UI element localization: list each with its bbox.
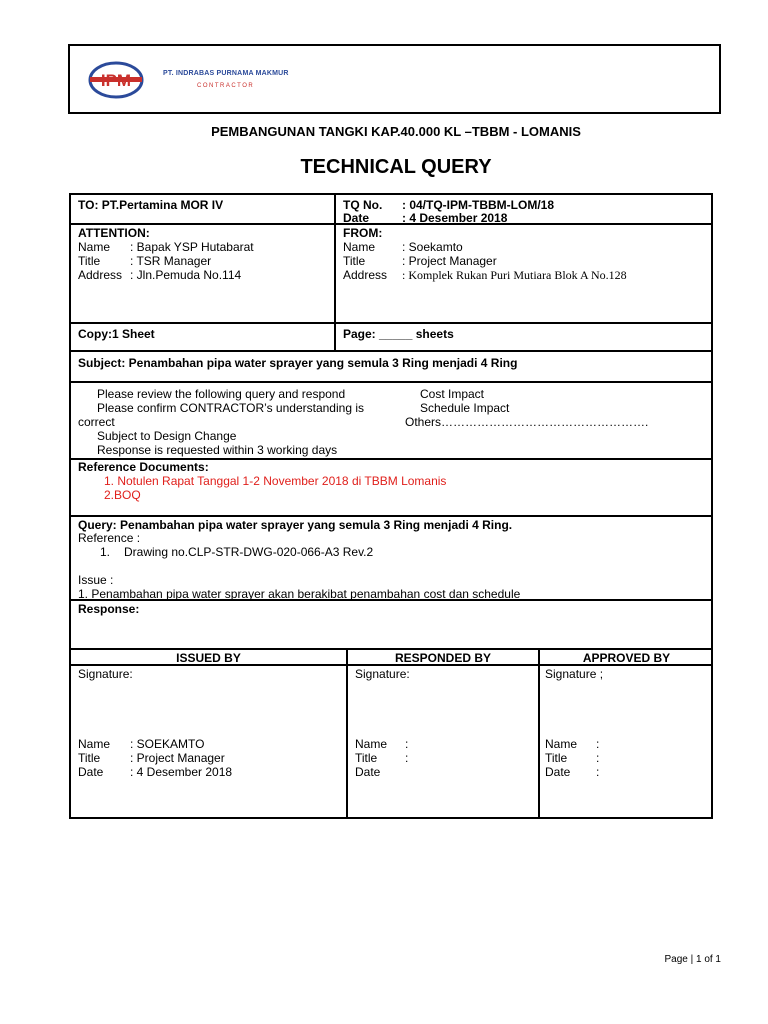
- attention-title-label: Title: [78, 254, 101, 268]
- attention-name-label: Name: [78, 240, 111, 254]
- from-address-value: : Komplek Rukan Puri Mutiara Blok A No.128: [402, 268, 627, 282]
- issued-date-label: Date: [78, 765, 104, 779]
- responded-by-heading: RESPONDED BY: [394, 651, 492, 665]
- copy-count: Copy:1 Sheet: [78, 327, 155, 341]
- from-title-label: Title: [343, 254, 366, 268]
- issued-name-value: : SOEKAMTO: [130, 737, 205, 751]
- document-title: TECHNICAL QUERY: [300, 156, 492, 178]
- to-recipient: TO: PT.Pertamina MOR IV: [78, 198, 224, 212]
- approved-date-label: Date: [545, 765, 571, 779]
- approved-by-heading: APPROVED BY: [582, 651, 671, 665]
- attention-address-value: : Jln.Pemuda No.114: [130, 268, 242, 282]
- issued-name-label: Name: [78, 737, 111, 751]
- company-logo: [86, 60, 148, 100]
- responded-name-label: Name: [355, 737, 388, 751]
- issued-by-heading: ISSUED BY: [176, 651, 241, 665]
- reference-docs-heading: Reference Documents:: [78, 460, 209, 474]
- attention-name-value: : Bapak YSP Hutabarat: [130, 240, 254, 254]
- option-schedule-impact: Schedule Impact: [420, 401, 510, 415]
- page-footer: Page | 1 of 1: [664, 954, 721, 965]
- issued-title-value: : Project Manager: [130, 751, 225, 765]
- logo-text: IPM: [100, 71, 132, 90]
- approved-title-label: Title: [545, 751, 568, 765]
- divider: [71, 515, 711, 517]
- tq-label: TQ No.: [343, 198, 383, 212]
- project-title: PEMBANGUNAN TANGKI KAP.40.000 KL –TBBM - LOMANIS: [211, 124, 581, 139]
- approved-name-value: :: [596, 737, 600, 751]
- option-design-change: Subject to Design Change: [97, 429, 237, 443]
- company-name: PT. INDRABAS PURNAMA MAKMUR: [163, 70, 289, 77]
- option-cost-impact: Cost Impact: [420, 387, 485, 401]
- response-label: Response:: [78, 602, 140, 616]
- query-heading: Query: Penambahan pipa water sprayer yang semula 3 Ring menjadi 4 Ring.: [78, 518, 513, 532]
- page-count: Page: _____ sheets: [343, 327, 454, 341]
- responded-title-value: :: [405, 751, 409, 765]
- subject: Subject: Penambahan pipa water sprayer yang semula 3 Ring menjadi 4 Ring: [78, 356, 518, 370]
- column-divider: [538, 648, 540, 819]
- query-reference-number: 1.: [100, 545, 111, 559]
- query-reference-item: Drawing no.CLP-STR-DWG-020-066-A3 Rev.2: [124, 545, 374, 559]
- company-header: [68, 44, 721, 114]
- attention-address-label: Address: [78, 268, 123, 282]
- approved-date-value: :: [596, 765, 600, 779]
- approved-title-value: :: [596, 751, 600, 765]
- from-address-label: Address: [343, 268, 388, 282]
- responded-name-value: :: [405, 737, 409, 751]
- divider: [71, 381, 711, 383]
- issued-title-label: Title: [78, 751, 101, 765]
- reference-doc-item: 1. Notulen Rapat Tanggal 1-2 November 2018 di TBBM Lomanis: [104, 474, 447, 488]
- from-name-value: : Soekamto: [402, 240, 463, 254]
- option-response-time: Response is requested within 3 working days: [97, 443, 338, 457]
- reference-doc-item: 2.BOQ: [104, 488, 141, 502]
- approved-signature-label: Signature ;: [545, 667, 604, 681]
- responded-title-label: Title: [355, 751, 378, 765]
- issued-date-value: : 4 Desember 2018: [130, 765, 233, 779]
- from-heading: FROM:: [343, 226, 383, 240]
- option-review: Please review the following query and respond: [97, 387, 346, 401]
- approved-name-label: Name: [545, 737, 578, 751]
- query-issue-label: Issue :: [78, 573, 114, 587]
- attention-title-value: : TSR Manager: [130, 254, 212, 268]
- option-others: Others…………………………………………….: [405, 415, 649, 429]
- divider: [71, 350, 711, 352]
- query-issue-item: 1. Penambahan pipa water sprayer akan berakibat penambahan cost dan schedule: [78, 587, 521, 601]
- column-divider: [346, 648, 348, 819]
- company-subtitle: CONTRACTOR: [197, 83, 255, 89]
- column-divider: [334, 195, 336, 350]
- option-confirm-cont: correct: [78, 415, 115, 429]
- divider: [71, 223, 711, 225]
- divider: [71, 648, 711, 650]
- from-title-value: : Project Manager: [402, 254, 497, 268]
- option-confirm: Please confirm CONTRACTOR’s understanding is: [97, 401, 364, 415]
- attention-heading: ATTENTION:: [78, 226, 150, 240]
- date-value: : 4 Desember 2018: [402, 211, 508, 225]
- date-label: Date: [343, 211, 370, 225]
- responded-date-label: Date: [355, 765, 381, 779]
- responded-signature-label: Signature:: [355, 667, 410, 681]
- divider: [71, 322, 711, 324]
- tq-number: : 04/TQ-IPM-TBBM-LOM/18: [402, 198, 554, 212]
- issued-signature-label: Signature:: [78, 667, 133, 681]
- technical-query-form: [69, 193, 713, 819]
- query-reference-label: Reference :: [78, 531, 141, 545]
- from-name-label: Name: [343, 240, 376, 254]
- company-name-block: [163, 70, 289, 90]
